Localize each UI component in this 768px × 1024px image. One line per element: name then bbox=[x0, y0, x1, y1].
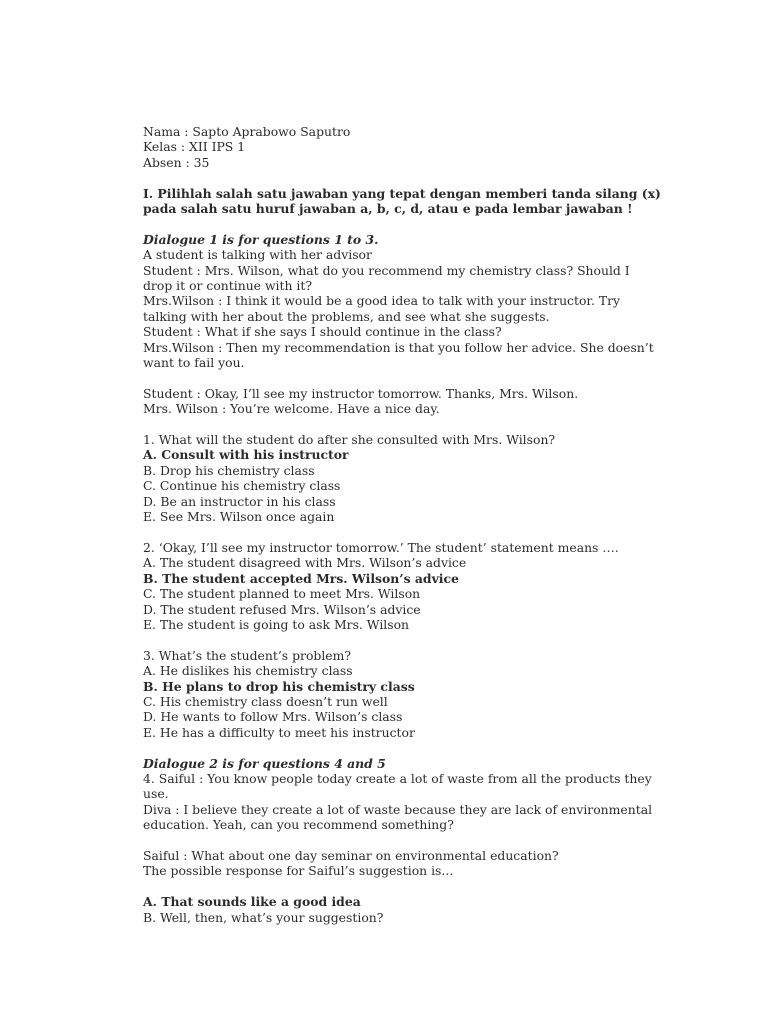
instruction-line-1: I. Pilihlah salah satu jawaban yang tepat dengan memberi tanda silang (x) bbox=[143, 185, 661, 201]
instruction-line-2: pada salah satu huruf jawaban a, b, c, d, atau e pada lembar jawaban ! bbox=[143, 201, 633, 217]
dialogue-line: Student : What if she says I should continue in the class? bbox=[143, 324, 502, 340]
dialogue-line: A student is talking with her advisor bbox=[143, 247, 372, 263]
q3-option-c: C. His chemistry class doesn’t run well bbox=[143, 693, 388, 709]
dialogue-line: Mrs. Wilson : You’re welcome. Have a nice day. bbox=[143, 401, 440, 417]
dialogue-line: Saiful : What about one day seminar on environmental education? bbox=[143, 847, 559, 863]
q3-option-e: E. He has a difficulty to meet his instructor bbox=[143, 724, 415, 740]
dialogue-line: Mrs.Wilson : Then my recommendation is that you follow her advice. She doesn’t bbox=[143, 339, 654, 355]
q3-option-d: D. He wants to follow Mrs. Wilson’s class bbox=[143, 709, 403, 725]
q2-option-d: D. The student refused Mrs. Wilson’s advice bbox=[143, 601, 421, 617]
q3-option-a: A. He dislikes his chemistry class bbox=[143, 663, 353, 679]
q2-option-e: E. The student is going to ask Mrs. Wilson bbox=[143, 616, 410, 632]
q1-option-c: C. Continue his chemistry class bbox=[143, 478, 341, 494]
dialogue-line: want to fail you. bbox=[143, 355, 245, 371]
student-number: Absen : 35 bbox=[143, 154, 210, 170]
dialogue-line: Diva : I believe they create a lot of waste because they are lack of environmental bbox=[143, 801, 653, 817]
dialogue-line: Student : Mrs. Wilson, what do you recommend my chemistry class? Should I bbox=[143, 262, 630, 278]
question-4-prompt: The possible response for Saiful’s suggestion is... bbox=[143, 863, 454, 879]
question-2: 2. ‘Okay, I’ll see my instructor tomorrow.’ The student’ statement means …. bbox=[143, 539, 619, 555]
q1-option-a: A. Consult with his instructor bbox=[143, 447, 349, 463]
student-name: Nama : Sapto Aprabowo Saputro bbox=[143, 124, 351, 139]
q4-option-b: B. Well, then, what’s your suggestion? bbox=[143, 909, 384, 925]
dialogue-line: talking with her about the problems, and see what she suggests. bbox=[143, 308, 550, 324]
q4-option-a: A. That sounds like a good idea bbox=[143, 894, 361, 910]
dialogue-1-heading: Dialogue 1 is for questions 1 to 3. bbox=[143, 231, 379, 247]
q2-option-c: C. The student planned to meet Mrs. Wilson bbox=[143, 586, 421, 602]
dialogue-line: use. bbox=[143, 786, 169, 802]
q2-option-a: A. The student disagreed with Mrs. Wilson’s advice bbox=[143, 555, 467, 571]
document-content bbox=[143, 124, 703, 925]
q1-option-e: E. See Mrs. Wilson once again bbox=[143, 509, 335, 525]
question-1: 1. What will the student do after she consulted with Mrs. Wilson? bbox=[143, 432, 556, 448]
q1-option-b: B. Drop his chemistry class bbox=[143, 462, 315, 478]
dialogue-line: drop it or continue with it? bbox=[143, 278, 312, 294]
q1-option-d: D. Be an instructor in his class bbox=[143, 493, 336, 509]
question-3: 3. What’s the student’s problem? bbox=[143, 647, 352, 663]
q3-option-b: B. He plans to drop his chemistry class bbox=[143, 678, 415, 694]
dialogue-line: Student : Okay, I’ll see my instructor tomorrow. Thanks, Mrs. Wilson. bbox=[143, 385, 579, 401]
dialogue-line: 4. Saiful : You know people today create a lot of waste from all the products they bbox=[143, 770, 652, 786]
q2-option-b: B. The student accepted Mrs. Wilson’s advice bbox=[143, 570, 459, 586]
dialogue-2-heading: Dialogue 2 is for questions 4 and 5 bbox=[143, 755, 386, 771]
dialogue-line: education. Yeah, can you recommend something? bbox=[143, 817, 454, 833]
dialogue-line: Mrs.Wilson : I think it would be a good idea to talk with your instructor. Try bbox=[143, 293, 621, 309]
student-class: Kelas : XII IPS 1 bbox=[143, 139, 246, 155]
